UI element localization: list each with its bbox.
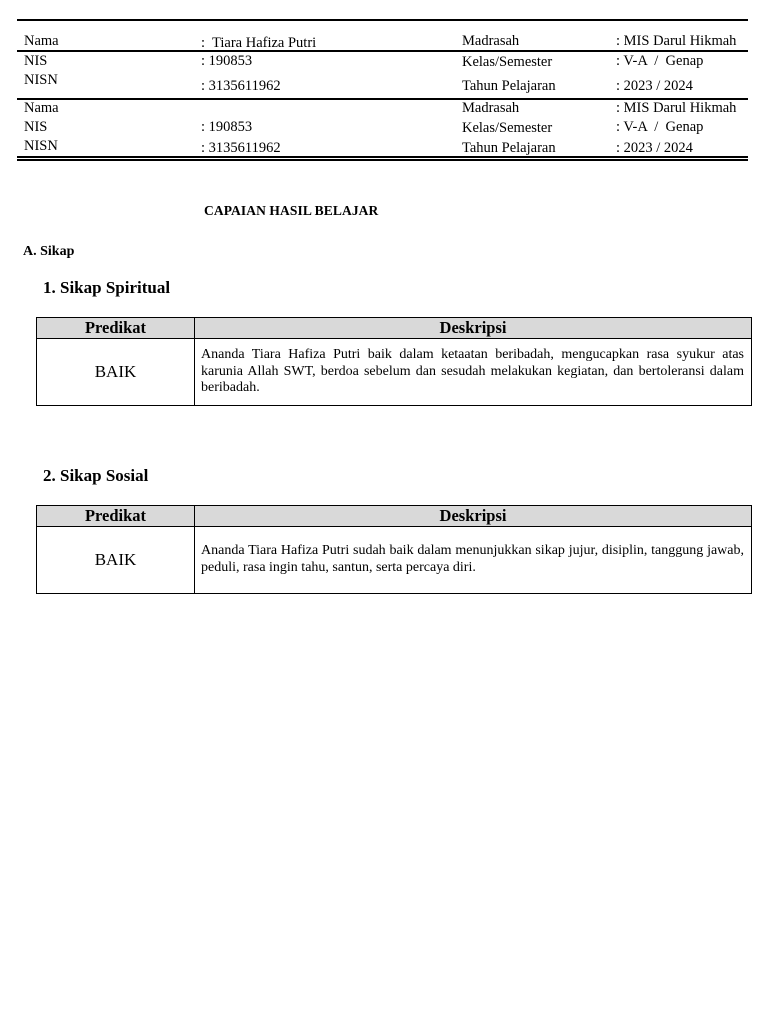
nis-label: NIS [24, 53, 48, 69]
predikat-header: Predikat [37, 318, 195, 339]
page-title: CAPAIAN HASIL BELAJAR [204, 203, 379, 218]
header-bottom-rule-a [17, 156, 748, 158]
tahun-value: : 2023 / 2024 [616, 140, 693, 156]
deskripsi-header: Deskripsi [195, 506, 752, 527]
kelas-value: : V-A / Genap [616, 119, 704, 135]
spiritual-deskripsi: Ananda Tiara Hafiza Putri baik dalam ketaatan beribadah, mengucapkan rasa syukur atas karunia Allah SWT, berdoa sebelum dan sesudah melakukan kegiatan, dan bertoleransi dalam beribadah. [195, 339, 752, 406]
sosial-deskripsi: Ananda Tiara Hafiza Putri sudah baik dalam menunjukkan sikap jujur, disiplin, tanggung jawab, peduli, rasa ingin tahu, santun, serta percaya diri. [195, 527, 752, 594]
nisn-value: : 3135611962 [201, 140, 281, 156]
nis-value: : 190853 [201, 53, 253, 69]
sosial-predikat: BAIK [37, 527, 195, 594]
deskripsi-header: Deskripsi [195, 318, 752, 339]
nisn-label: NISN [24, 72, 58, 88]
nama-label: Nama [24, 33, 59, 49]
kelas-label: Kelas/Semester [462, 120, 553, 136]
nama-label: Nama [24, 100, 59, 116]
madrasah-label: Madrasah [462, 33, 520, 49]
predikat-header: Predikat [37, 506, 195, 527]
kelas-value: : V-A / Genap [616, 53, 704, 69]
madrasah-value: : MIS Darul Hikmah [616, 33, 737, 49]
tahun-label: Tahun Pelajaran [462, 140, 556, 156]
nis-value: : 190853 [201, 119, 253, 135]
spiritual-predikat: BAIK [37, 339, 195, 406]
nisn-value: : 3135611962 [201, 78, 281, 94]
nama-value: : Tiara Hafiza Putri [201, 35, 317, 51]
spiritual-heading: 1. Sikap Spiritual [43, 278, 171, 297]
sosial-table [36, 505, 752, 594]
sosial-heading: 2. Sikap Sosial [43, 466, 149, 485]
header-row-rule-1 [17, 50, 748, 52]
tahun-label: Tahun Pelajaran [462, 78, 556, 94]
nis-label: NIS [24, 119, 48, 135]
header-bottom-rule-b [17, 159, 748, 161]
header-top-rule [17, 19, 748, 21]
nisn-label: NISN [24, 138, 58, 154]
madrasah-label: Madrasah [462, 100, 520, 116]
section-heading: A. Sikap [23, 244, 75, 259]
tahun-value: : 2023 / 2024 [616, 78, 693, 94]
madrasah-value: : MIS Darul Hikmah [616, 100, 737, 116]
kelas-label: Kelas/Semester [462, 54, 553, 70]
spiritual-table [36, 317, 752, 406]
